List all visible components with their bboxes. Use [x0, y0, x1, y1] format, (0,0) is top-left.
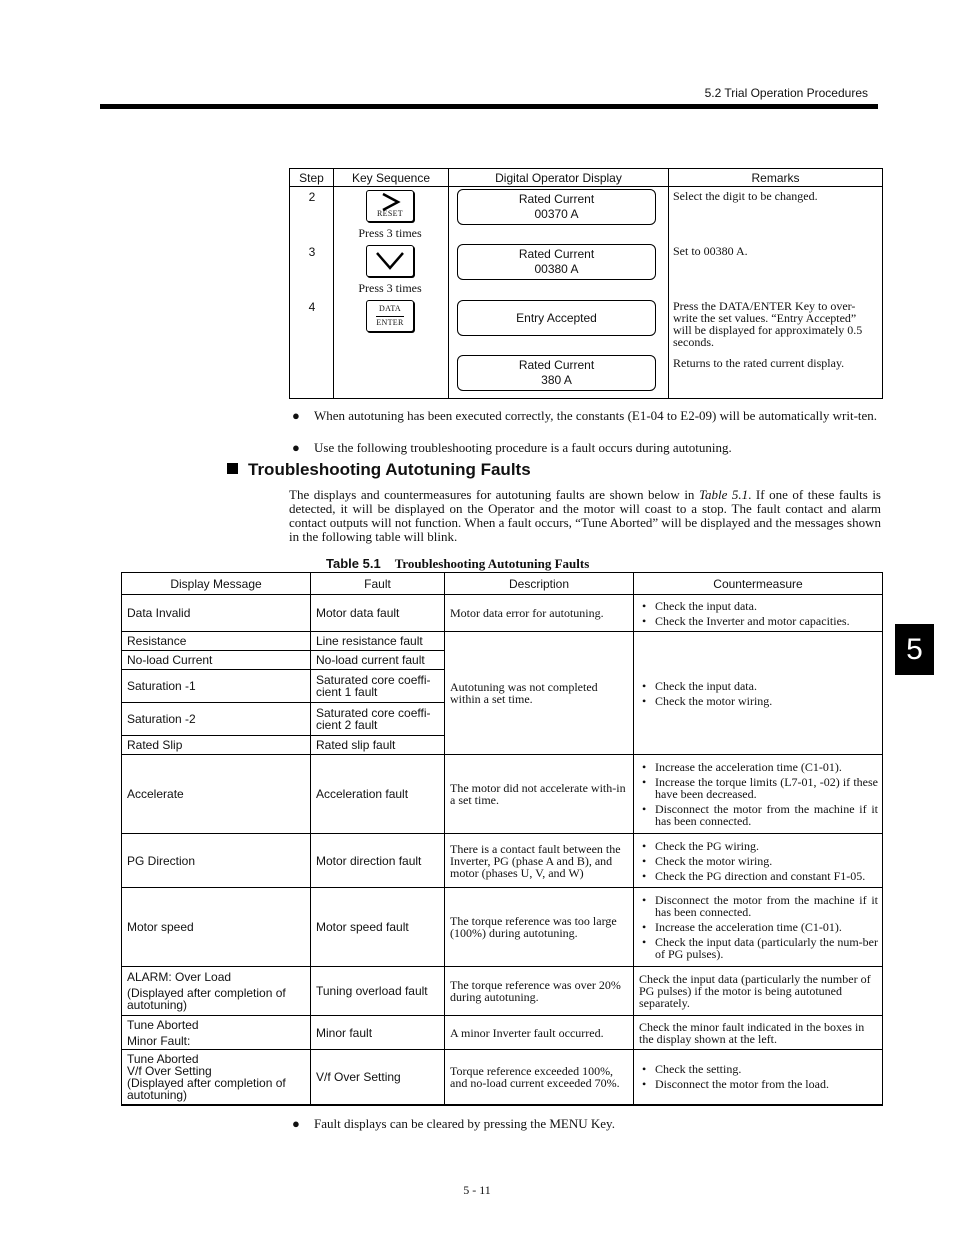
- countermeasure-item: • Increase the acceleration time (C1-01).: [642, 760, 842, 774]
- table-row: [122, 632, 883, 651]
- remarks-header: Remarks: [669, 169, 883, 187]
- description: Torque reference exceeded 100%, and no-load current exceeded 70%.: [445, 1050, 634, 1105]
- step-number: 2: [308, 190, 316, 204]
- countermeasure: [634, 888, 883, 967]
- display-message: Motor speed: [122, 888, 311, 967]
- remark: Returns to the rated current display.: [673, 356, 845, 370]
- step-table: [289, 168, 883, 399]
- table-row: [122, 1016, 883, 1050]
- fault-name: Motor data fault: [311, 595, 445, 632]
- countermeasure-item: • Check the Inverter and motor capacities.: [642, 613, 850, 628]
- table-row: [122, 888, 883, 967]
- table-reference: Table 5.1: [698, 487, 749, 502]
- countermeasure: [634, 632, 883, 755]
- page-number: 5 - 11: [463, 1183, 491, 1197]
- bullet-item: [292, 441, 881, 454]
- fault-name: V/f Over Setting: [311, 1050, 445, 1105]
- countermeasure: Check the minor fault indicated in the boxes in the display shown at the left.: [634, 1016, 883, 1050]
- remark: Press the DATA/ENTER Key to over-write the set values. “Entry Accepted” will be displayed for approximately 0.5 seconds.: [673, 299, 863, 349]
- countermeasure-item: • Increase the acceleration time (C1-01).: [642, 920, 842, 934]
- display-message: Saturation -2: [122, 703, 311, 736]
- bullet-text: When autotuning has been executed correctly, the constants (E1-04 to E2-09) will be automatically writ-ten.: [314, 408, 878, 423]
- display-message: Saturation -1: [122, 670, 311, 703]
- square-bullet-icon: [227, 463, 238, 474]
- display-message: Resistance: [122, 632, 311, 651]
- countermeasure-item: • Check the motor wiring.: [642, 853, 773, 868]
- fault-name: Rated slip fault: [311, 736, 445, 755]
- display-message: No-load Current: [122, 651, 311, 670]
- fault-name: No-load current fault: [311, 651, 445, 670]
- enter-key-label: ENTER: [376, 318, 404, 327]
- countermeasure: Check the input data (particularly the number of PG pulses) if the motor is being autotuned separately.: [634, 967, 883, 1016]
- countermeasure-item: • Check the setting.: [642, 1062, 742, 1077]
- display-line-2: 00370 A: [534, 207, 579, 221]
- operator-display: [457, 300, 656, 336]
- countermeasure-item: • Disconnect the motor from the load.: [642, 1077, 829, 1092]
- display-message: Tune Aborted Minor Fault:: [122, 1016, 311, 1050]
- key-divider: [376, 316, 404, 317]
- display-message: Tune Aborted V/f Over Setting (Displayed after completion of autotuning): [122, 1050, 311, 1105]
- countermeasure: [634, 755, 883, 834]
- step-number: 4: [308, 300, 316, 314]
- fault-name: Saturated core coeffi-cient 2 fault: [311, 703, 445, 736]
- countermeasure-item: • Increase the torque limits (L7-01, -02) if these have been decreased.: [642, 775, 878, 801]
- press-note: Press 3 times: [358, 226, 422, 240]
- countermeasure: [634, 834, 883, 888]
- description: Motor data error for autotuning.: [445, 595, 634, 632]
- display-message: Data Invalid: [122, 595, 311, 632]
- data-key-label: DATA: [379, 304, 401, 313]
- step-number: 3: [308, 245, 316, 259]
- display-line-2: 380 A: [541, 373, 572, 387]
- table-caption-title: Troubleshooting Autotuning Faults: [394, 556, 590, 571]
- description: The motor did not accelerate with-in a set time.: [445, 755, 634, 834]
- fault-name: Minor fault: [311, 1016, 445, 1050]
- operator-display: [457, 189, 656, 225]
- display-header: Digital Operator Display: [449, 169, 669, 187]
- remark: Select the digit to be changed.: [673, 189, 818, 203]
- fault-table: [121, 572, 883, 1106]
- countermeasure: [634, 1050, 883, 1105]
- press-note: Press 3 times: [358, 281, 422, 295]
- bullet-item: [292, 1117, 881, 1130]
- bullet-text: Use the following troubleshooting procedure is a fault occurs during autotuning.: [314, 440, 732, 455]
- table-row: [122, 1050, 883, 1105]
- display-message: ALARM: Over Load (Displayed after completion of autotuning): [122, 967, 311, 1016]
- header-rule: [100, 104, 878, 109]
- intro-text: . If one of these faults is detected, it will be displayed on the Operator and the motor will coast to a stop. The fault contact and alarm contact outputs will not function. When a fault occurs, “Tune Aborted” will be displayed and the messages shown in the following table will blink.: [289, 487, 881, 544]
- col-header-description: Description: [445, 573, 634, 595]
- bullet-text: Fault displays can be cleared by pressing the MENU Key.: [314, 1116, 615, 1131]
- countermeasure-item: • Disconnect the motor from the machine if it has been connected.: [642, 802, 878, 828]
- countermeasure-item: • Check the input data.: [642, 678, 757, 693]
- description: The torque reference was over 20% during autotuning.: [445, 967, 634, 1016]
- data-enter-key: [366, 300, 414, 332]
- intro-paragraph: [289, 488, 881, 544]
- section-title: [227, 460, 531, 480]
- operator-display: [457, 244, 656, 280]
- description: Autotuning was not completed within a set time.: [445, 632, 634, 755]
- bullet-item: [292, 409, 881, 422]
- reset-key-label: RESET: [377, 209, 403, 218]
- display-line-1: Rated Current: [518, 358, 595, 372]
- countermeasure: [634, 595, 883, 632]
- intro-text: The displays and countermeasures for autotuning faults are shown below in: [289, 487, 699, 502]
- down-chevron-icon: [367, 246, 413, 276]
- key-step-2: [334, 190, 446, 241]
- col-header-countermeasure: Countermeasure: [634, 573, 883, 595]
- key-step-3: [334, 245, 446, 296]
- countermeasure-item: • Check the PG wiring.: [642, 838, 759, 853]
- table-caption-label: Table 5.1: [326, 556, 381, 571]
- down-key: [366, 245, 414, 277]
- bullet-icon: ●: [292, 440, 300, 455]
- fault-name: Line resistance fault: [311, 632, 445, 651]
- display-message: PG Direction: [122, 834, 311, 888]
- countermeasure-item: • Check the input data (particularly the num-ber of PG pulses).: [642, 935, 878, 961]
- key-step-4: [334, 300, 446, 332]
- remark: Set to 00380 A.: [673, 244, 748, 258]
- description: There is a contact fault between the Inverter, PG (phase A and B), and motor (phases U, V, and W): [445, 834, 634, 888]
- fault-name: Saturated core coeffi-cient 1 fault: [311, 670, 445, 703]
- countermeasure-item: • Check the motor wiring.: [642, 693, 773, 708]
- bullet-icon: ●: [292, 408, 300, 423]
- countermeasure-item: • Disconnect the motor from the machine if it has been connected.: [642, 893, 878, 919]
- table-caption: [326, 556, 589, 572]
- table-row: [122, 967, 883, 1016]
- operator-display: [457, 355, 656, 391]
- description: The torque reference was too large (100%) during autotuning.: [445, 888, 634, 967]
- fault-name: Tuning overload fault: [311, 967, 445, 1016]
- section-title-text: Troubleshooting Autotuning Faults: [248, 460, 531, 479]
- display-message: Rated Slip: [122, 736, 311, 755]
- fault-name: Motor speed fault: [311, 888, 445, 967]
- col-header-fault: Fault: [311, 573, 445, 595]
- table-row: [122, 595, 883, 632]
- step-header: Step: [290, 169, 334, 187]
- table-row: [122, 755, 883, 834]
- display-line-1: Rated Current: [518, 192, 595, 206]
- description: A minor Inverter fault occurred.: [445, 1016, 634, 1050]
- display-message: Accelerate: [122, 755, 311, 834]
- fault-name: Acceleration fault: [311, 755, 445, 834]
- running-header: 5.2 Trial Operation Procedures: [704, 86, 868, 100]
- display-line-2: 00380 A: [534, 262, 579, 276]
- chapter-tab: 5: [895, 624, 934, 675]
- display-line-1: Entry Accepted: [516, 311, 597, 325]
- col-header-display-message: Display Message: [122, 573, 311, 595]
- countermeasure-item: • Check the PG direction and constant F1-05.: [642, 868, 866, 883]
- fault-name: Motor direction fault: [311, 834, 445, 888]
- reset-key: [366, 190, 414, 222]
- countermeasure-item: • Check the input data.: [642, 598, 757, 613]
- key-sequence-header: Key Sequence: [334, 169, 449, 187]
- table-row: [122, 834, 883, 888]
- bullet-icon: ●: [292, 1116, 300, 1131]
- display-line-1: Rated Current: [518, 247, 595, 261]
